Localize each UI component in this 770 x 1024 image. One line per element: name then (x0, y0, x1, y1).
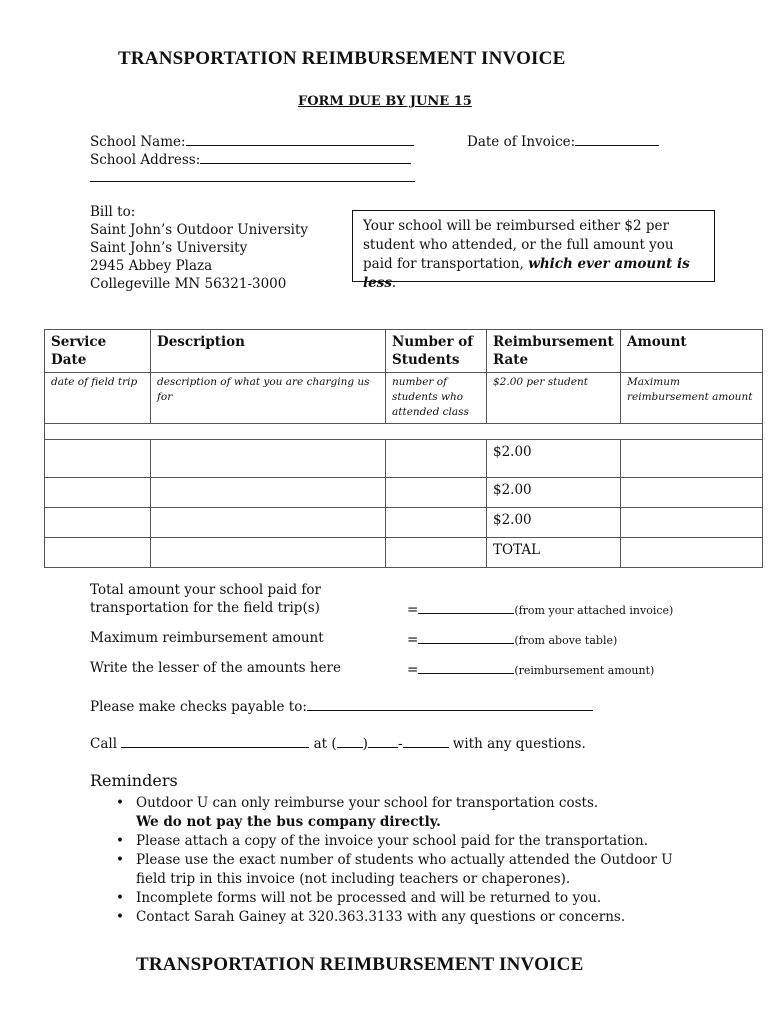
amount-cell[interactable] (621, 508, 763, 538)
school-name-field[interactable] (186, 131, 414, 146)
bill-to-line: Collegeville MN 56321-3000 (90, 276, 287, 292)
bill-to-block (90, 203, 308, 293)
max-note: (from above table) (514, 634, 618, 647)
column-note: Maximum reimbursement amount (621, 373, 763, 424)
amount-cell[interactable] (621, 440, 763, 478)
lesser-amount-field[interactable] (418, 659, 514, 674)
reminder-bold-text: We do not pay the bus company directly. (136, 814, 441, 830)
max-amount-field[interactable] (418, 629, 514, 644)
payable-to-field[interactable] (307, 696, 593, 711)
school-name-row (90, 131, 414, 151)
date-of-invoice-field[interactable] (575, 131, 659, 146)
total-label: TOTAL (487, 538, 621, 568)
due-date-subtitle: FORM DUE BY JUNE 15 (298, 94, 472, 109)
rate-cell: $2.00 (487, 508, 621, 538)
table-notes-row (45, 373, 763, 424)
paid-note: (from your attached invoice) (514, 604, 674, 617)
call-tail: with any questions. (452, 736, 586, 752)
school-name-label: School Name: (90, 134, 186, 150)
column-note: number of students who attended class (386, 373, 487, 424)
call-row (90, 733, 586, 753)
description-cell[interactable] (151, 440, 386, 478)
lesser-label: Write the lesser of the amounts here (90, 660, 341, 676)
phone-dash: - (397, 736, 403, 752)
phone-prefix-field[interactable] (368, 733, 398, 748)
column-header: Amount (621, 330, 763, 373)
table-total-row (45, 538, 763, 568)
notice-text-end: . (391, 275, 397, 291)
rate-cell: $2.00 (487, 440, 621, 478)
bill-to-line: Saint John’s Outdoor University (90, 222, 309, 238)
total-amount-cell[interactable] (621, 538, 763, 568)
max-label: Maximum reimbursement amount (90, 630, 324, 646)
paid-label-line: transportation for the field trip(s) (90, 600, 320, 616)
service-date-cell[interactable] (45, 440, 151, 478)
page-title: TRANSPORTATION REIMBURSEMENT INVOICE (118, 48, 566, 69)
paid-amount-field[interactable] (418, 599, 514, 614)
reimbursement-notice-box (352, 210, 715, 291)
equals-sign: = (407, 662, 419, 678)
column-note: date of field trip (45, 373, 151, 424)
max-amount-row (407, 629, 617, 650)
at-word: at ( (313, 736, 337, 752)
list-item: • Please attach a copy of the invoice your school paid for the transportation. (114, 832, 714, 851)
date-of-invoice-row (467, 131, 659, 151)
table-row (45, 440, 763, 478)
notice-text: Your school will be reimbursed either $2 per student who attended, or the full amount you paid for transportation, (363, 218, 674, 272)
equals-sign: = (407, 602, 419, 618)
paid-label (90, 581, 321, 617)
notice-emphasis: which ever amount is less (363, 256, 690, 291)
list-item (114, 794, 714, 832)
paid-label-line: Total amount your school paid for (90, 582, 322, 598)
call-word: Call (90, 736, 118, 752)
reminder-text: • Outdoor U can only reimburse your school for transportation costs. (136, 795, 599, 811)
service-date-cell[interactable] (45, 478, 151, 508)
table-row (45, 508, 763, 538)
phone-number-field[interactable] (403, 733, 449, 748)
paid-amount-row (407, 599, 673, 620)
list-item: • Please use the exact number of students who actually attended the Outdoor U field trip in this invoice (not including teachers or chaperones). (114, 851, 684, 889)
empty-cell (386, 538, 487, 568)
reminders-list (114, 794, 714, 927)
payable-label: Please make checks payable to: (90, 699, 307, 715)
column-header: Reimbursement Rate (487, 330, 621, 373)
date-of-invoice-label: Date of Invoice: (467, 134, 576, 150)
lesser-note: (reimbursement amount) (514, 664, 655, 677)
spacer-cell (45, 424, 763, 440)
students-cell[interactable] (386, 508, 487, 538)
description-cell[interactable] (151, 508, 386, 538)
column-note: description of what you are charging us for (151, 373, 386, 424)
lesser-amount-row (407, 659, 654, 680)
table-row (45, 478, 763, 508)
column-note: $2.00 per student (487, 373, 621, 424)
table-spacer-row (45, 424, 763, 440)
school-address-label: School Address: (90, 152, 201, 168)
school-address-field-line2[interactable] (90, 181, 415, 182)
school-address-field[interactable] (200, 149, 411, 164)
table-header-row (45, 330, 763, 373)
service-date-cell[interactable] (45, 508, 151, 538)
close-paren: ) (362, 736, 368, 752)
area-code-field[interactable] (337, 733, 363, 748)
students-cell[interactable] (386, 478, 487, 508)
empty-cell (45, 538, 151, 568)
column-header: Number of Students (386, 330, 487, 373)
bill-to-label: Bill to: (90, 204, 136, 220)
empty-cell (151, 538, 386, 568)
bill-to-line: 2945 Abbey Plaza (90, 258, 213, 274)
payable-row (90, 696, 593, 716)
column-header: Description (151, 330, 386, 373)
equals-sign: = (407, 632, 419, 648)
contact-name-field[interactable] (121, 733, 309, 748)
school-address-row (90, 149, 411, 169)
list-item: • Contact Sarah Gainey at 320.363.3133 with any questions or concerns. (114, 908, 714, 927)
reminders-heading: Reminders (90, 771, 178, 790)
invoice-table (44, 329, 763, 568)
description-cell[interactable] (151, 478, 386, 508)
bill-to-line: Saint John’s University (90, 240, 248, 256)
list-item: • Incomplete forms will not be processed and will be returned to you. (114, 889, 714, 908)
footer-title: TRANSPORTATION REIMBURSEMENT INVOICE (136, 954, 584, 975)
rate-cell: $2.00 (487, 478, 621, 508)
column-header: Service Date (45, 330, 151, 373)
students-cell[interactable] (386, 440, 487, 478)
amount-cell[interactable] (621, 478, 763, 508)
